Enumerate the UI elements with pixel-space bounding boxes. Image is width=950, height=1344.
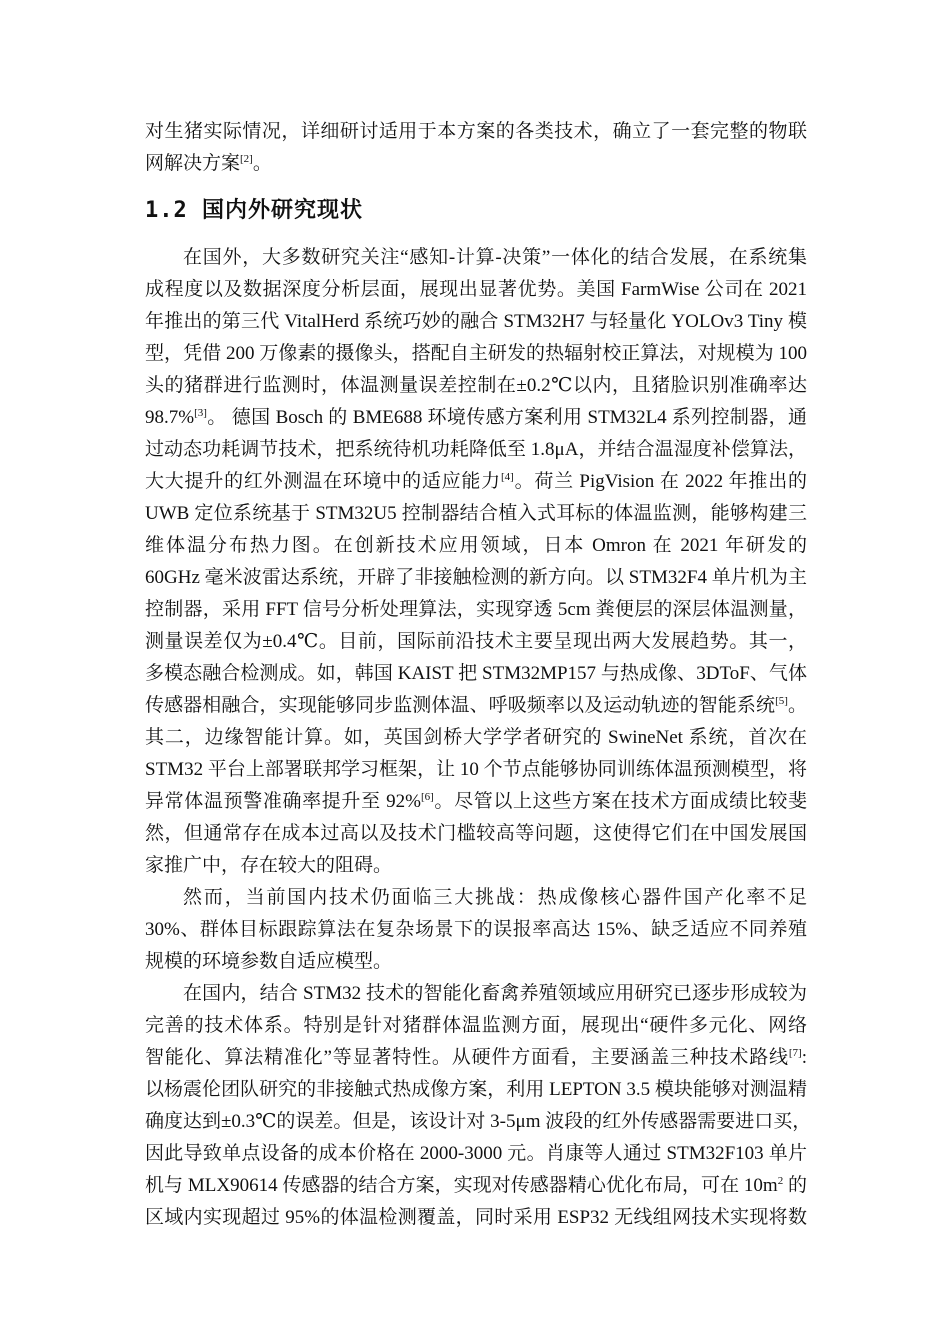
text-run: 区域内实现超过 95%的体温检测覆盖，同时采用 ESP32 无线组网技术实现将数 — [145, 1207, 807, 1228]
text-run: 传感器相融合，实现能够同步监测体温、呼吸频率以及运动轨迹的智能系统 — [145, 695, 776, 716]
text-line — [145, 754, 807, 786]
citation-superscript: [5] — [775, 695, 788, 707]
text-line — [145, 946, 807, 978]
text-run: 。 — [787, 695, 807, 716]
text-run: 。尽管以上这些方案在技术方面成绩比较斐 — [433, 791, 808, 812]
text-line — [145, 306, 807, 338]
text-run: 60GHz 毫米波雷达系统，开辟了非接触检测的新方向。以 STM32F4 单片机为主 — [145, 567, 807, 588]
text-line — [145, 562, 807, 594]
text-line — [145, 148, 807, 180]
citation-superscript: 2 — [777, 1175, 784, 1187]
text-run: 头的猪群进行监测时，体温测量误差控制在±0.2℃以内，且猪脸识别准确率达 — [145, 375, 807, 396]
paragraph — [145, 882, 807, 978]
text-line — [145, 242, 807, 274]
text-run: 年推出的第三代 VitalHerd 系统巧妙的融合 STM32H7 与轻量化 YOLOv3 Tiny 模 — [145, 311, 807, 332]
text-run: 。荷兰 PigVision 在 2022 年推出的 — [513, 471, 807, 492]
text-line — [145, 274, 807, 306]
text-run: 完善的技术体系。特别是针对猪群体温监测方面，展现出“硬件多元化、网络 — [145, 1015, 807, 1036]
text-line — [145, 978, 807, 1010]
text-line — [145, 626, 807, 658]
paragraph — [145, 242, 807, 882]
text-run: 。 — [252, 153, 272, 174]
text-line — [145, 370, 807, 402]
text-line — [145, 786, 807, 818]
text-line — [145, 466, 807, 498]
text-run: 然而，当前国内技术仍面临三大挑战：热成像核心器件国产化率不足 — [183, 887, 807, 908]
paragraph — [145, 978, 812, 1234]
text-run: 因此导致单点设备的成本价格在 2000-3000 元。肖康等人通过 STM32F103 单片 — [145, 1143, 807, 1164]
text-run: UWB 定位系统基于 STM32U5 控制器结合植入式耳标的体温监测，能够构建三 — [145, 503, 807, 524]
text-run: 多模态融合检测成。如，韩国 KAIST 把 STM32MP157 与热成像、3DToF、气体 — [145, 663, 807, 684]
citation-superscript: [6] — [420, 791, 434, 803]
paragraph — [145, 116, 807, 180]
citation-superscript: [4] — [500, 471, 514, 483]
text-line — [145, 1042, 807, 1074]
text-run: 30%、群体目标跟踪算法在复杂场景下的误报率高达 15%、缺乏适应不同养殖 — [145, 919, 807, 940]
text-run: 的 — [783, 1175, 807, 1196]
text-run: : — [801, 1047, 807, 1068]
text-run: 规模的环境参数自适应模型。 — [145, 951, 393, 972]
text-run: 以杨震伦团队研究的非接触式热成像方案，利用 LEPTON 3.5 模块能够对测温精 — [145, 1079, 807, 1100]
text-run: 然，但通常存在成本过高以及技术门槛较高等问题，这使得它们在中国发展国 — [145, 823, 807, 844]
text-line — [145, 530, 807, 562]
text-run: 过动态功耗调节技术，把系统待机功耗降低至 1.8μA，并结合温湿度补偿算法， — [145, 439, 807, 460]
document-page — [145, 116, 812, 1234]
section-heading: 1.2 国内外研究现状 — [145, 198, 363, 223]
text-run: STM32 平台上部署联邦学习框架，让 10 个节点能够协同训练体温预测模型，将 — [145, 759, 807, 780]
text-line — [145, 594, 807, 626]
intro-text — [145, 116, 807, 180]
text-line — [145, 498, 807, 530]
text-run: 成程度以及数据深度分析层面，展现出显著优势。美国 FarmWise 公司在 2021 — [145, 279, 807, 300]
text-line — [145, 1106, 812, 1138]
section-body — [145, 242, 812, 1234]
text-run: 维体温分布热力图。在创新技术应用领域，日本 Omron 在 2021 年研发的 — [145, 535, 807, 556]
text-run: 控制器，采用 FFT 信号分析处理算法，实现穿透 5cm 粪便层的深层体温测量， — [145, 599, 807, 620]
text-run: 在国内，结合 STM32 技术的智能化畜禽养殖领域应用研究已逐步形成较为 — [183, 983, 807, 1004]
text-run: 测量误差仅为±0.4℃。目前，国际前沿技术主要呈现出两大发展趋势。其一， — [145, 631, 807, 652]
text-line — [145, 1074, 807, 1106]
text-line — [145, 722, 807, 754]
citation-superscript: [7] — [788, 1047, 802, 1059]
text-line — [145, 1170, 807, 1202]
text-line — [145, 882, 807, 914]
text-line — [145, 1138, 807, 1170]
text-run: 确度达到±0.3℃的误差。但是，该设计对 3-5μm 波段的红外传感器需要进口买， — [145, 1111, 812, 1132]
text-line — [145, 850, 807, 882]
text-run: 。 德国 Bosch 的 BME688 环境传感方案利用 STM32L4 系列控制器，通 — [206, 407, 807, 428]
text-run: 98.7% — [145, 407, 195, 428]
text-run: 型，凭借 200 万像素的摄像头，搭配自主研发的热辐射校正算法，对规模为 100 — [145, 343, 807, 364]
text-line — [145, 690, 807, 722]
text-line — [145, 818, 807, 850]
text-line — [145, 1010, 807, 1042]
text-run: 对生猪实际情况，详细研讨适用于本方案的各类技术，确立了一套完整的物联 — [145, 121, 807, 142]
text-line — [145, 338, 807, 370]
text-line — [145, 1202, 807, 1234]
text-line — [145, 402, 807, 434]
text-run: 智能化、算法精准化”等显著特性。从硬件方面看，主要涵盖三种技术路线 — [145, 1047, 789, 1068]
citation-superscript: [3] — [194, 407, 207, 419]
text-run: 异常体温预警准确率提升至 92% — [145, 791, 421, 812]
text-run: 大大提升的红外测温在环境中的适应能力 — [145, 471, 501, 492]
text-line — [145, 914, 807, 946]
text-run: 网解决方案 — [145, 153, 241, 174]
text-line — [145, 434, 807, 466]
text-run: 其二，边缘智能计算。如，英国剑桥大学学者研究的 SwineNet 系统，首次在 — [145, 727, 807, 748]
text-run: 家推广中，存在较大的阻碍。 — [145, 855, 393, 876]
text-run: 机与 MLX90614 传感器的结合方案，实现对传感器精心优化布局，可在 10m — [145, 1175, 778, 1196]
text-run: 在国外，大多数研究关注“感知-计算-决策”一体化的结合发展，在系统集 — [183, 247, 807, 268]
citation-superscript: [2] — [240, 153, 253, 165]
text-line — [145, 658, 807, 690]
text-line — [145, 116, 807, 148]
